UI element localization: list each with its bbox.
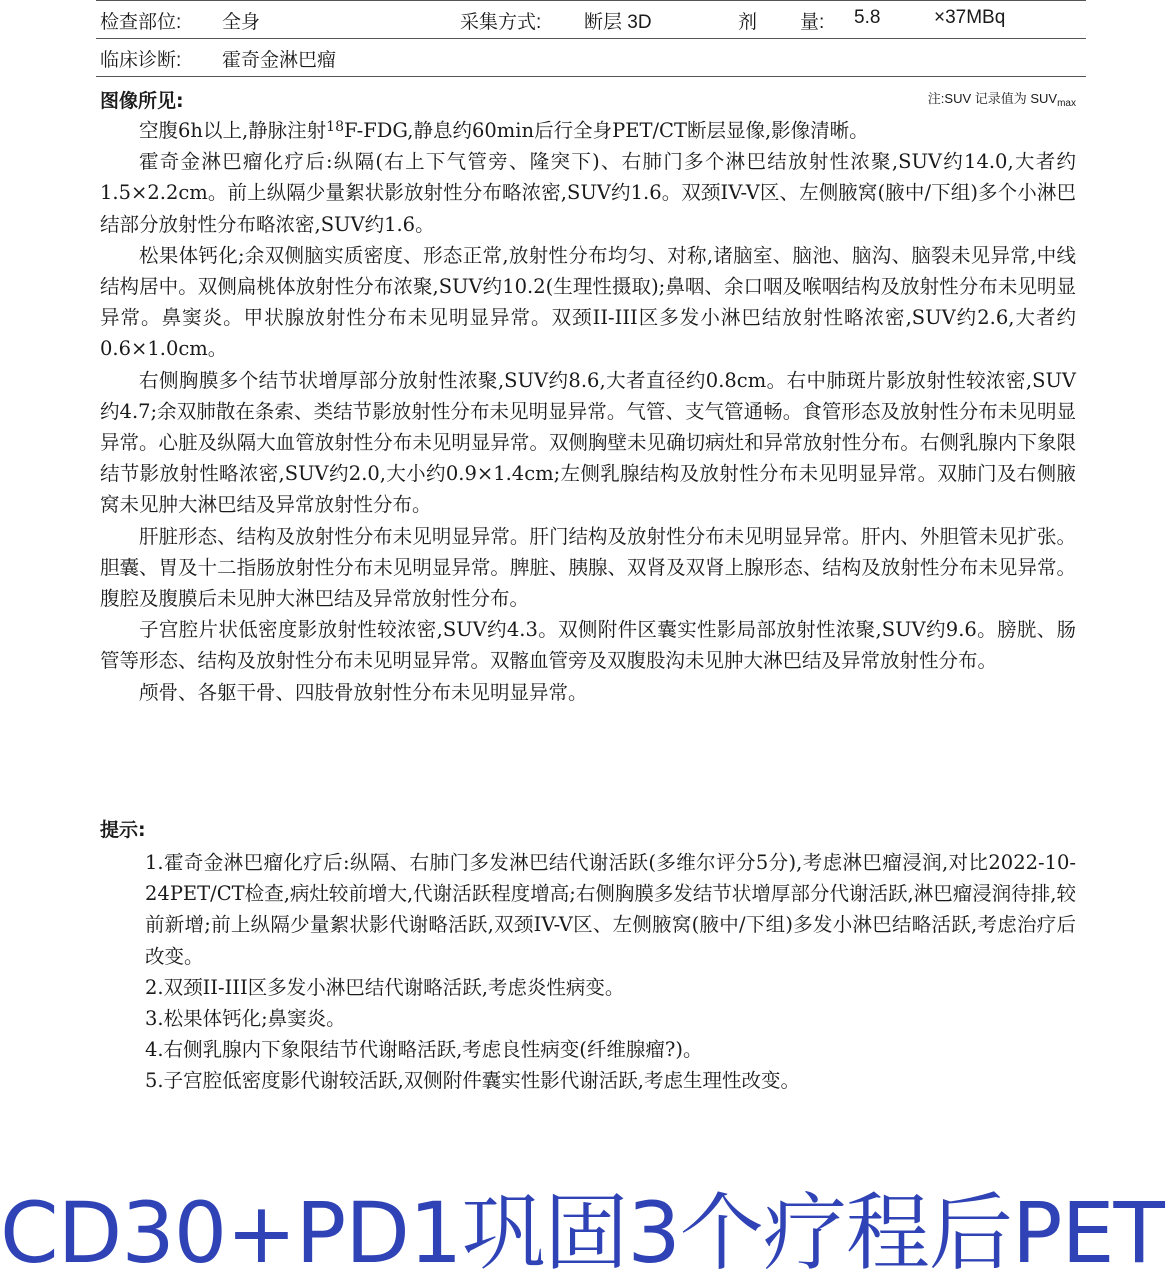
findings-paragraph: 子宫腔片状低密度影放射性较浓密,SUV约4.3。双侧附件区囊实性影局部放射性浓聚,SUV约9.6。膀胱、肠管等形态、结构及放射性分布未见明显异常。双髂血管旁及双腹股沟未见肿大淋巴结及异常放射性分布。 bbox=[100, 618, 1076, 673]
findings-paragraph: 肝脏形态、结构及放射性分布未见明显异常。肝门结构及放射性分布未见明显异常。肝内、外胆管未见扩张。胆囊、胃及十二指肠放射性分布未见明显异常。脾脏、胰腺、双肾及双肾上腺形态、结构及放射性分布未见异常。腹腔及腹膜后未见肿大淋巴结及异常放射性分布。 bbox=[100, 524, 1076, 611]
findings-paragraph: 松果体钙化;余双侧脑实质密度、形态正常,放射性分布均匀、对称,诸脑室、脑池、脑沟、脑裂未见异常,中线结构居中。双侧扁桃体放射性分布浓聚,SUV约10.2(生理性摄取);鼻咽、余口咽及喉咽结构及放射性分布未见明显异常。鼻窦炎。甲状腺放射性分布未见明显异常。双颈II-III区多发小淋巴结放射性略浓密,SUV约2.6,大者约0.6×1.0cm。 bbox=[100, 243, 1076, 361]
dose-unit: ×37MBq bbox=[934, 7, 1006, 28]
impression-item: 1.霍奇金淋巴瘤化疗后:纵隔、右肺门多发淋巴结代谢活跃(多维尔评分5分),考虑淋巴瘤浸润,对比2022-10-24PET/CT检查,病灶较前增大,代谢活跃程度增高;右侧胸膜多发结节状增厚部分代谢活跃,淋巴瘤浸润待排,较前新增;前上纵隔少量絮状影代谢略活跃,双颈IV-V区、左侧腋窝(腋中/下组)多发小淋巴结略活跃,考虑治疗后改变。 bbox=[145, 851, 1076, 968]
exam-site-value: 全身 bbox=[222, 12, 261, 33]
acquisition-value: 断层 3D bbox=[584, 12, 652, 33]
findings-body bbox=[100, 115, 1076, 708]
diagnosis-row bbox=[96, 38, 1086, 77]
findings-paragraph: 霍奇金淋巴瘤化疗后:纵隔(右上下气管旁、隆突下)、右肺门多个淋巴结放射性浓聚,SUV约14.0,大者约1.5×2.2cm。前上纵隔少量絮状影放射性分布略浓密,SUV约1.6。双颈IV-V区、左侧腋窝(腋中/下组)多个小淋巴结部分放射性分布略浓密,SUV约1.6。 bbox=[100, 150, 1076, 236]
suv-note: 注:SUV 记录值为 $SUV_{max}$ bbox=[927, 91, 1076, 109]
exam-info-row bbox=[96, 0, 1086, 39]
impression-title: 提示: bbox=[100, 819, 146, 841]
exam-site-label: 检查部位: bbox=[100, 12, 182, 33]
impression-item: 2.双颈II-III区多发小淋巴结代谢略活跃,考虑炎性病变。 bbox=[145, 975, 625, 999]
impression-list bbox=[145, 847, 1076, 1097]
impression-item: 4.右侧乳腺内下象限结节代谢略活跃,考虑良性病变(纤维腺瘤?)。 bbox=[145, 1038, 703, 1062]
findings-paragraph: 右侧胸膜多个结节状增厚部分放射性浓聚,SUV约8.6,大者直径约0.8cm。右中肺斑片影放射性较浓密,SUV约4.7;余双肺散在条索、类结节影放射性分布未见明显异常。气管、支气管通畅。食管形态及放射性分布未见明显异常。心脏及纵隔大血管放射性分布未见明显异常。双侧胸壁未见确切病灶和异常放射性分布。右侧乳腺内下象限结节影放射性略浓密,SUV约2.0,大小约0.9×1.4cm;左侧乳腺结构及放射性分布未见明显异常。双肺门及右侧腋窝未见肿大淋巴结及异常放射性分布。 bbox=[100, 368, 1076, 517]
findings-paragraph: 空腹6h以上,静脉注射$^{18}$F-FDG,静息约60min后行全身PET/CT断层显像,影像清晰。 bbox=[139, 119, 869, 142]
impression-item: 5.子宫腔低密度影代谢较活跃,双侧附件囊实性影代谢活跃,考虑生理性改变。 bbox=[145, 1069, 801, 1093]
findings-paragraph: 颅骨、各躯干骨、四肢骨放射性分布未见明显异常。 bbox=[139, 680, 588, 704]
dose-label-2: 量: bbox=[800, 12, 825, 33]
acquisition-label: 采集方式: bbox=[460, 12, 542, 33]
dose-value: 5.8 bbox=[854, 7, 881, 28]
impression-item: 3.松果体钙化;鼻窦炎。 bbox=[145, 1007, 346, 1031]
dose-label-1: 剂 bbox=[738, 12, 758, 33]
findings-title: 图像所见: bbox=[100, 90, 184, 112]
overlay-caption: CD30+PD1巩固3个疗程后PET bbox=[0, 1184, 1164, 1282]
diagnosis-value: 霍奇金淋巴瘤 bbox=[222, 50, 337, 71]
diagnosis-label: 临床诊断: bbox=[100, 50, 182, 71]
